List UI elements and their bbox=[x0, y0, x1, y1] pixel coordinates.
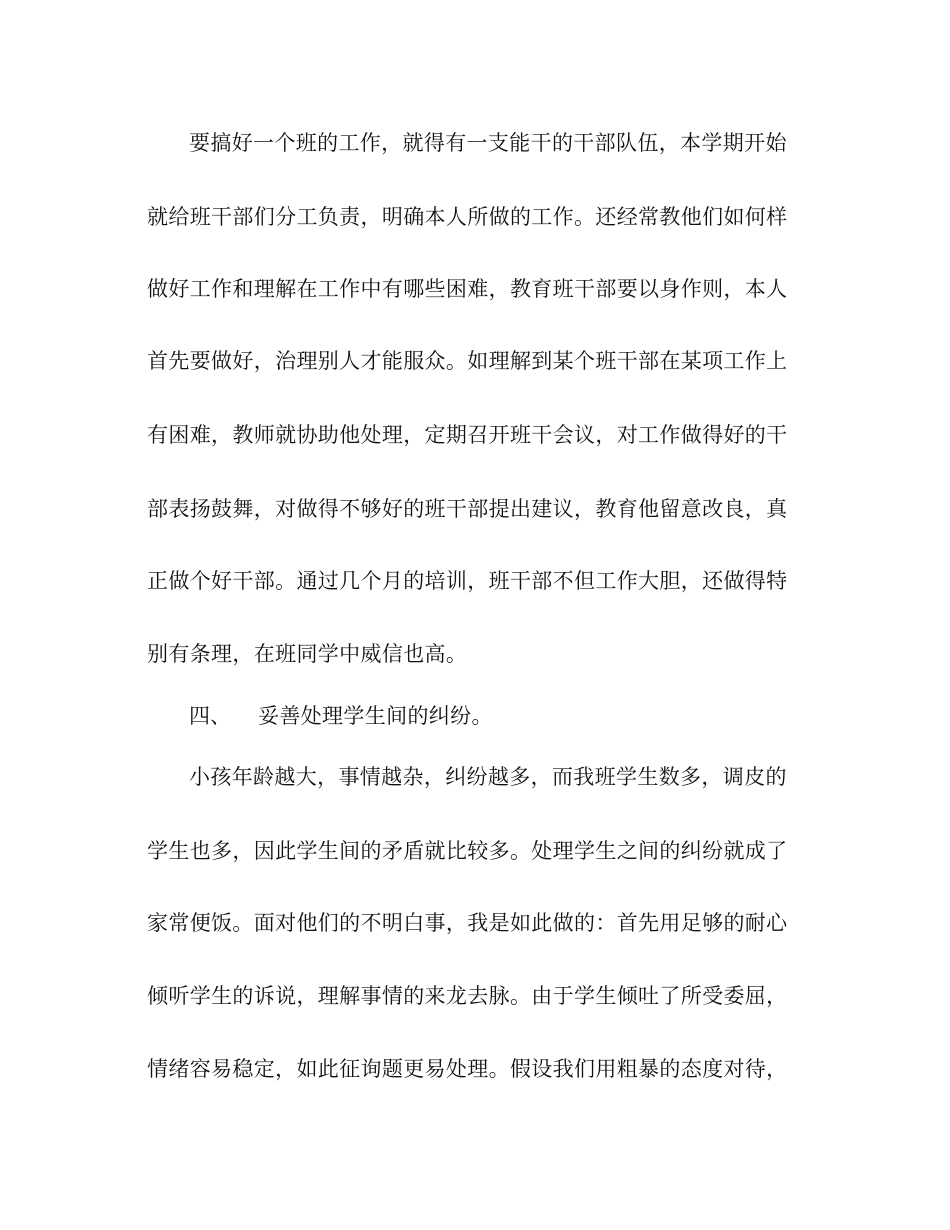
paragraph2-line-4: 倾听学生的诉说，理解事情的来龙去脉。由于学生倾吐了所受委屈， bbox=[147, 984, 788, 1008]
paragraph1-line-7: 正做个好干部。通过几个月的培训，班干部不但工作大胆，还做得特 bbox=[147, 569, 788, 593]
paragraph1-line-3: 做好工作和理解在工作中有哪些困难，教育班干部要以身作则，本人 bbox=[147, 277, 788, 301]
paragraph1-line-8: 别有条理，在班同学中威信也高。 bbox=[147, 642, 468, 666]
paragraph2-line-2: 学生也多，因此学生间的矛盾就比较多。处理学生之间的纠纷就成了 bbox=[147, 839, 788, 863]
paragraph1-line-2: 就给班干部们分工负责，明确本人所做的工作。还经常教他们如何样 bbox=[147, 205, 788, 229]
paragraph2-line-3: 家常便饭。面对他们的不明白事，我是如此做的：首先用足够的耐心 bbox=[147, 911, 788, 935]
paragraph2-line-1: 小孩年龄越大，事情越杂，纠纷越多，而我班学生数多，调皮的 bbox=[189, 765, 787, 789]
paragraph1-line-1: 要搞好一个班的工作，就得有一支能干的干部队伍，本学期开始 bbox=[189, 131, 787, 155]
section-heading: 妥善处理学生间的纠纷。 bbox=[258, 704, 493, 728]
paragraph1-line-5: 有困难，教师就协助他处理，定期召开班干会议，对工作做得好的干 bbox=[147, 423, 788, 447]
paragraph1-line-6: 部表扬鼓舞，对做得不够好的班干部提出建议，教育他留意改良，真 bbox=[147, 497, 788, 521]
paragraph1-line-4: 首先要做好，治理别人才能服众。如理解到某个班干部在某项工作上 bbox=[147, 349, 788, 373]
section-number: 四、 bbox=[189, 704, 231, 728]
paragraph2-line-5: 情绪容易稳定，如此征询题更易处理。假设我们用粗暴的态度对待， bbox=[147, 1057, 788, 1081]
